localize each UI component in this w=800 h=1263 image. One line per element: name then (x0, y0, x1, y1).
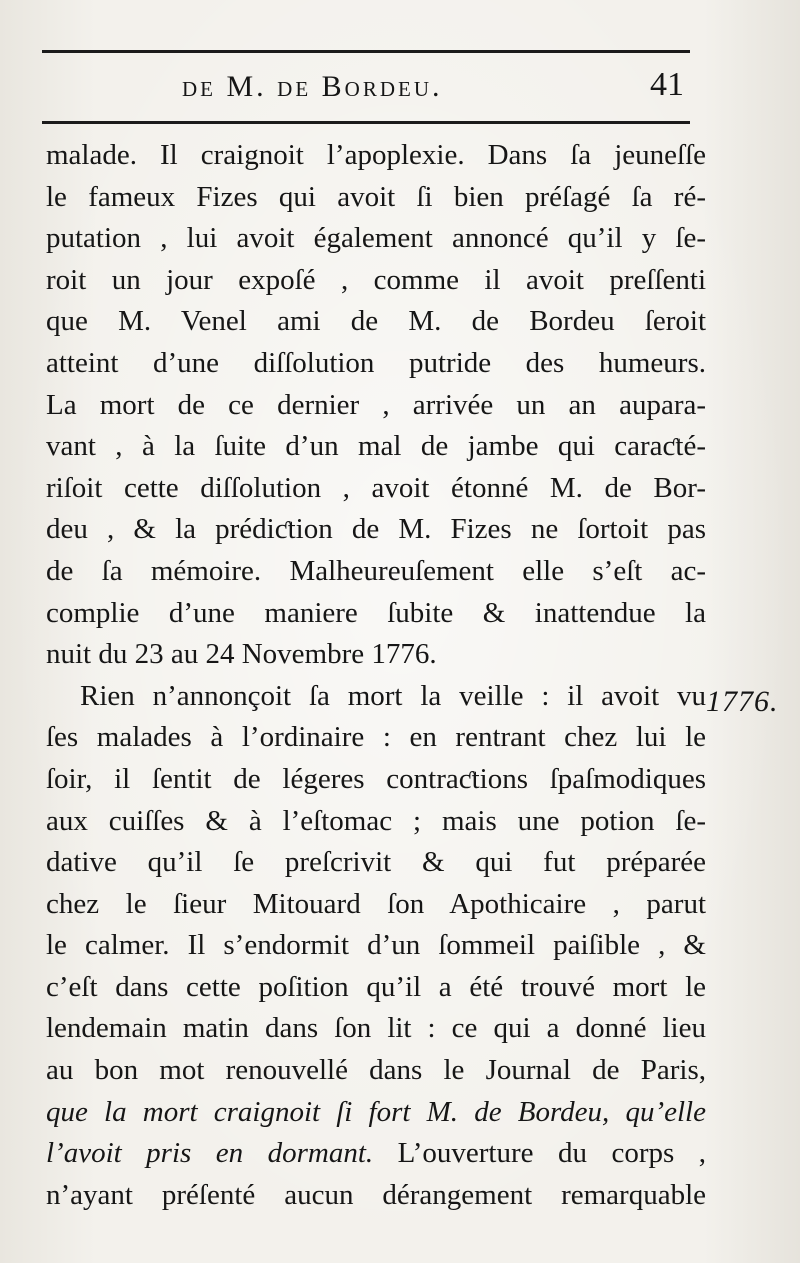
text-line: putation , lui avoit également annoncé qu’il y ſe- (46, 222, 706, 255)
header-top-rule (42, 50, 690, 53)
text-line: ſoir, il ſentit de légeres contraƈtions ſpaſmodiques (46, 762, 706, 795)
text-line: dative qu’il ſe preſcrivit & qui fut préparée (46, 846, 706, 879)
running-head: de M. de Bordeu. (182, 70, 443, 103)
text-line: vant , à la ſuite d’un mal de jambe qui caraƈté- (46, 430, 706, 463)
text-line: chez le ſieur Mitouard ſon Apothicaire , parut (46, 887, 706, 920)
text-line: aux cuiſſes & à l’eſtomac ; mais une potion ſe- (46, 804, 706, 837)
text-line: Rien n’annonçoit ſa mort la veille : il avoit vu (80, 679, 706, 712)
text-line: de ſa mémoire. Malheureuſement elle s’eſt ac- (46, 554, 706, 587)
text-line (46, 1133, 706, 1175)
text-line: le calmer. Il s’endormit d’un ſommeil paiſible , & (46, 929, 706, 962)
header-bottom-rule (42, 121, 690, 124)
text-line: atteint d’une diſſolution putride des humeurs. (46, 346, 706, 379)
text-line: complie d’une maniere ſubite & inattendue la (46, 596, 706, 629)
text-line: n’ayant préſenté aucun dérangement remarquable (46, 1178, 706, 1211)
text-line: au bon mot renouvellé dans le Journal de Paris, (46, 1054, 706, 1087)
text-line: malade. Il craignoit l’apoplexie. Dans ſa jeuneſſe (46, 139, 706, 171)
text-line: roit un jour expoſé , comme il avoit preſſenti (46, 263, 706, 296)
text-line: nuit du 23 au 24 Novembre 1776. (46, 638, 437, 671)
text-line: riſoit cette diſſolution , avoit étonné M. de Bor- (46, 471, 706, 504)
text-line-content: l’avoit pris en dormant. L’ouverture du corps , (46, 1137, 706, 1170)
italic-phrase: l’avoit pris en dormant. (46, 1137, 374, 1170)
text-line: deu , & la prédiƈtion de M. Fizes ne ſortoit pas (46, 513, 706, 546)
text-line: c’eſt dans cette poſition qu’il a été trouvé mort le (46, 970, 706, 1003)
text-line: que M. Venel ami de M. de Bordeu ſeroit (46, 305, 706, 338)
text-line: ſes malades à l’ordinaire : en rentrant chez lui le (46, 721, 706, 754)
margin-note-year: 1776. (706, 685, 779, 718)
page-number: 41 (650, 66, 684, 103)
text-line: lendemain matin dans ſon lit : ce qui a donné lieu (46, 1012, 706, 1045)
text-line: La mort de ce dernier , arrivée un an aupara- (46, 388, 706, 421)
text-line: le fameux Fizes qui avoit ſi bien préſagé ſa ré- (46, 180, 706, 213)
text-line-italic: que la mort craignoit ſi fort M. de Bordeu, qu’elle (46, 1095, 706, 1128)
page-header (42, 66, 690, 110)
body-text (46, 135, 706, 1216)
